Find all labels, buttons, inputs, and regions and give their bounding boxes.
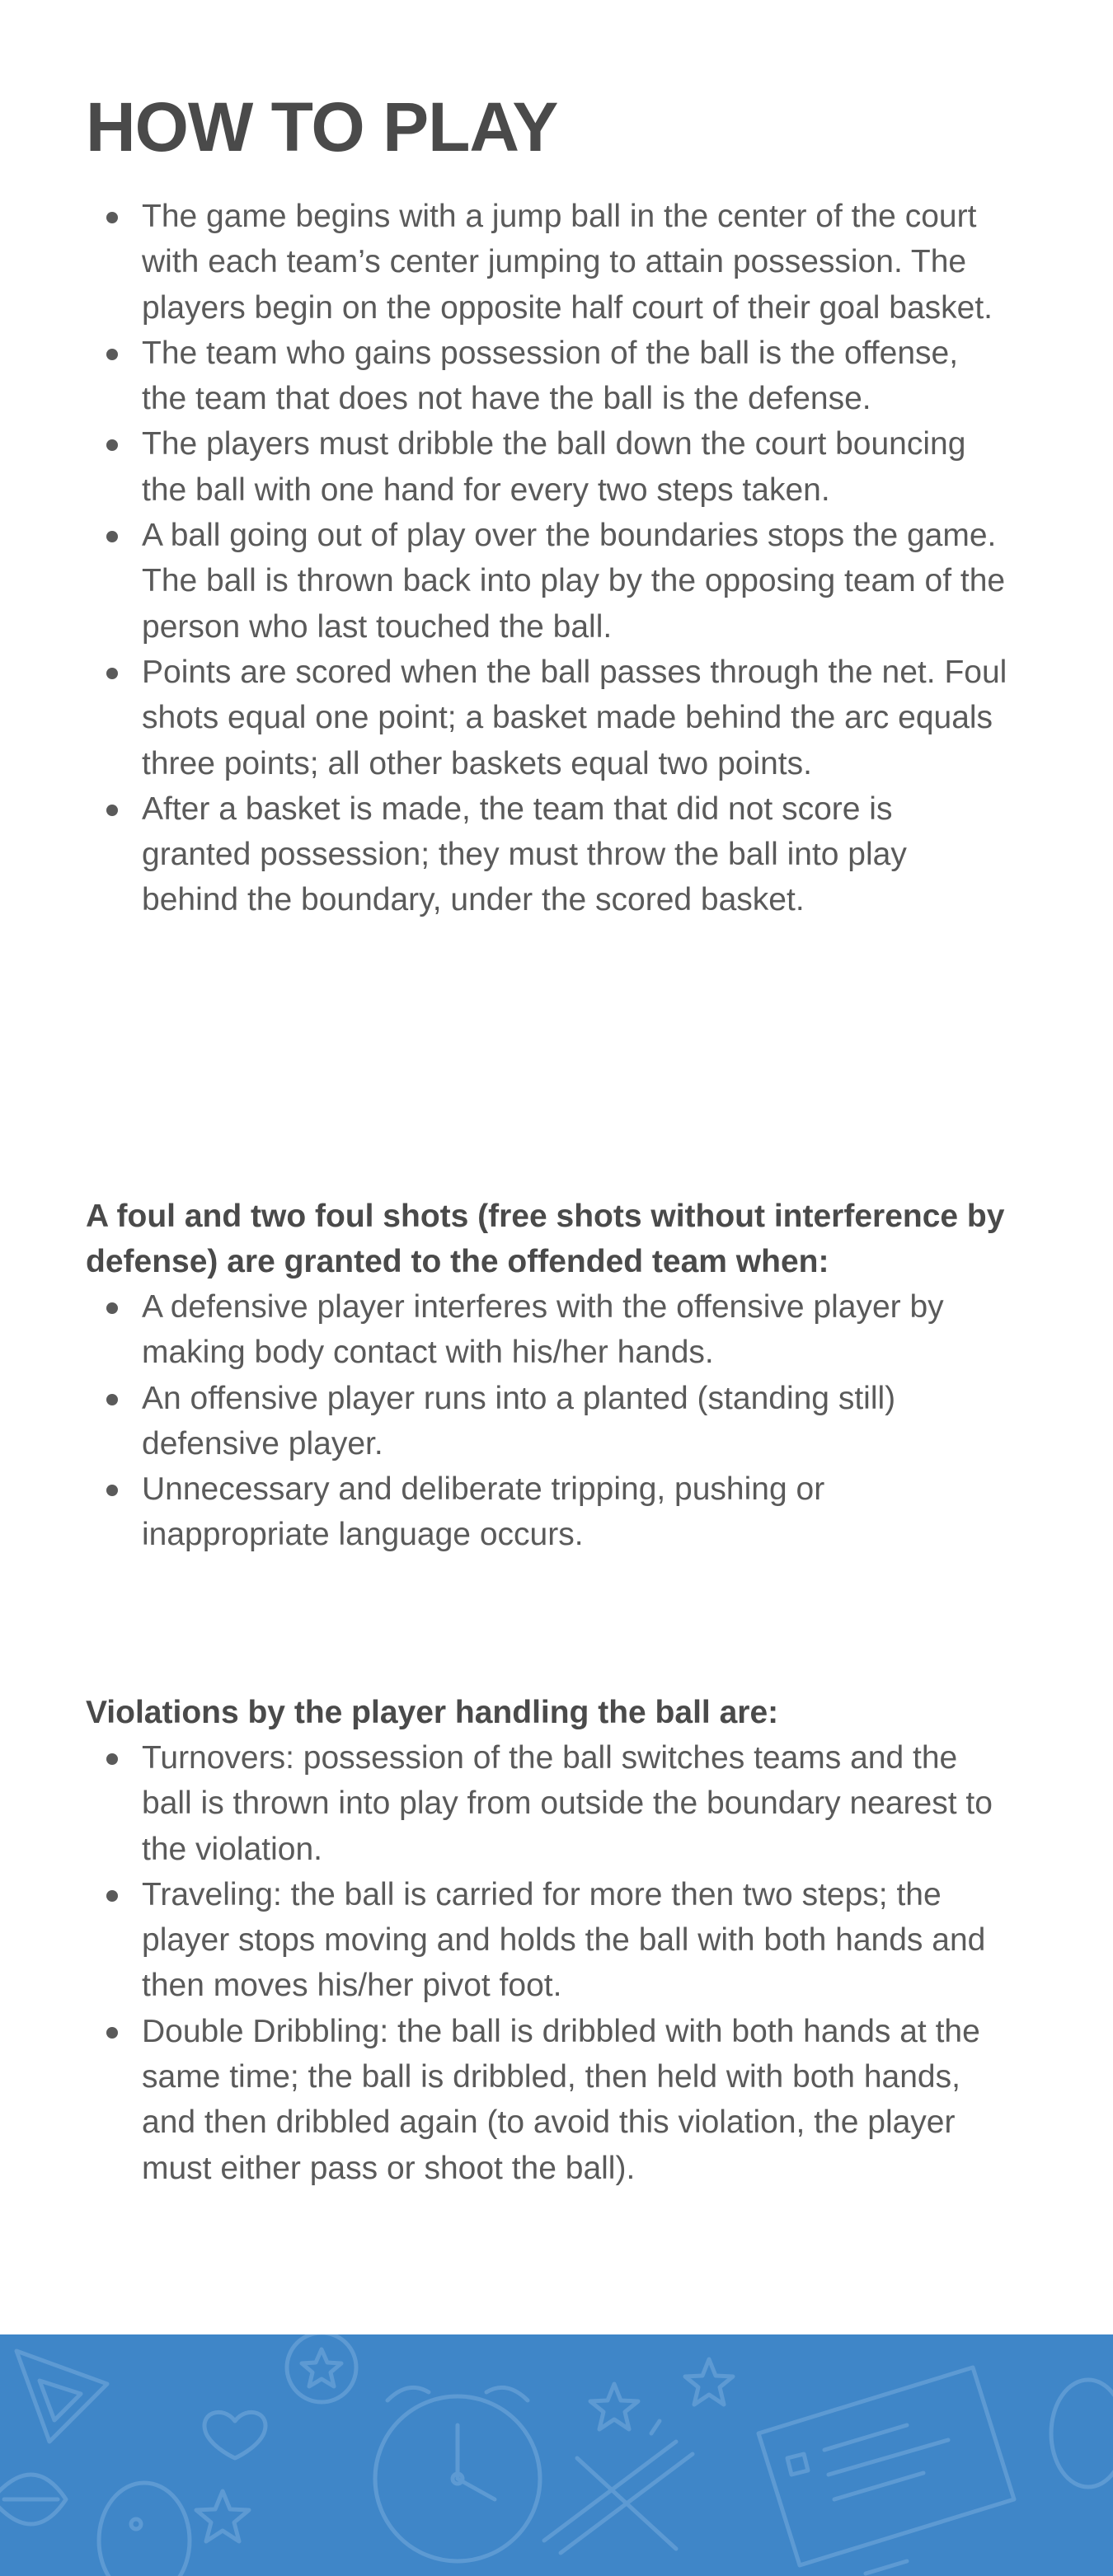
rule-item: After a basket is made, the team that did not score is granted possession; they must throw the ball into play behind the boundary, under the scored basket. <box>86 786 1009 923</box>
page-title: HOW TO PLAY <box>86 88 558 166</box>
footer-pattern-band <box>0 2334 1113 2576</box>
fouls-section <box>86 1194 1009 1558</box>
fouls-list <box>86 1284 1009 1558</box>
foul-item: Unnecessary and deliberate tripping, pushing or inappropriate language occurs. <box>86 1466 1009 1558</box>
rule-item: Points are scored when the ball passes through the net. Foul shots equal one point; a basket made behind the arc equals three points; all other baskets equal two points. <box>86 650 1009 786</box>
star-icon <box>685 2359 733 2405</box>
violation-item: Turnovers: possession of the ball switches teams and the ball is thrown into play from outside the boundary nearest to the violation. <box>86 1735 1009 1872</box>
violations-heading: Violations by the player handling the ball are: <box>86 1695 779 1730</box>
rules-list <box>86 194 1009 923</box>
star-icon <box>590 2384 638 2429</box>
pencil-icon <box>544 2421 693 2553</box>
star-icon <box>196 2491 249 2541</box>
violation-item: Double Dribbling: the ball is dribbled with both hands at the same time; the ball is dribbled, then held with both hands, and then dribbled again (to avoid this violation, the player must either pass or shoot the ball). <box>86 2009 1009 2191</box>
rules-section <box>86 194 1009 923</box>
rule-item: A ball going out of play over the boundaries stops the game. The ball is thrown back into play by the opposing team of the person who last touched the ball. <box>86 513 1009 650</box>
egg-icon <box>99 2483 190 2576</box>
violation-item: Traveling: the ball is carried for more then two steps; the player stops moving and holds the ball with both hands and then moves his/her pivot foot. <box>86 1872 1009 2009</box>
triangle-ruler-icon <box>16 2351 107 2442</box>
violations-list <box>86 1735 1009 2191</box>
checklist-board-icon <box>758 2367 1014 2574</box>
egg-icon <box>1051 2380 1113 2487</box>
foul-item: A defensive player interferes with the offensive player by making body contact with his/her hands. <box>86 1284 1009 1376</box>
star-circle-icon <box>287 2334 356 2402</box>
rule-item: The team who gains possession of the ball is the offense, the team that does not have the ball is the defense. <box>86 331 1009 422</box>
violations-section <box>86 1690 1009 2191</box>
fouls-heading: A foul and two foul shots (free shots without interference by defense) are granted to the offended team when: <box>86 1199 1005 1279</box>
rule-item: The game begins with a jump ball in the center of the court with each team’s center jumping to attain possession. The players begin on the opposite half court of their goal basket. <box>86 194 1009 331</box>
doodle-pattern <box>0 2334 1113 2576</box>
heart-icon <box>204 2412 265 2458</box>
alarm-clock-icon <box>375 2387 540 2561</box>
rule-item: The players must dribble the ball down the court bouncing the ball with one hand for every two steps taken. <box>86 421 1009 513</box>
leaf-icon <box>0 2475 66 2524</box>
foul-item: An offensive player runs into a planted (standing still) defensive player. <box>86 1376 1009 1467</box>
